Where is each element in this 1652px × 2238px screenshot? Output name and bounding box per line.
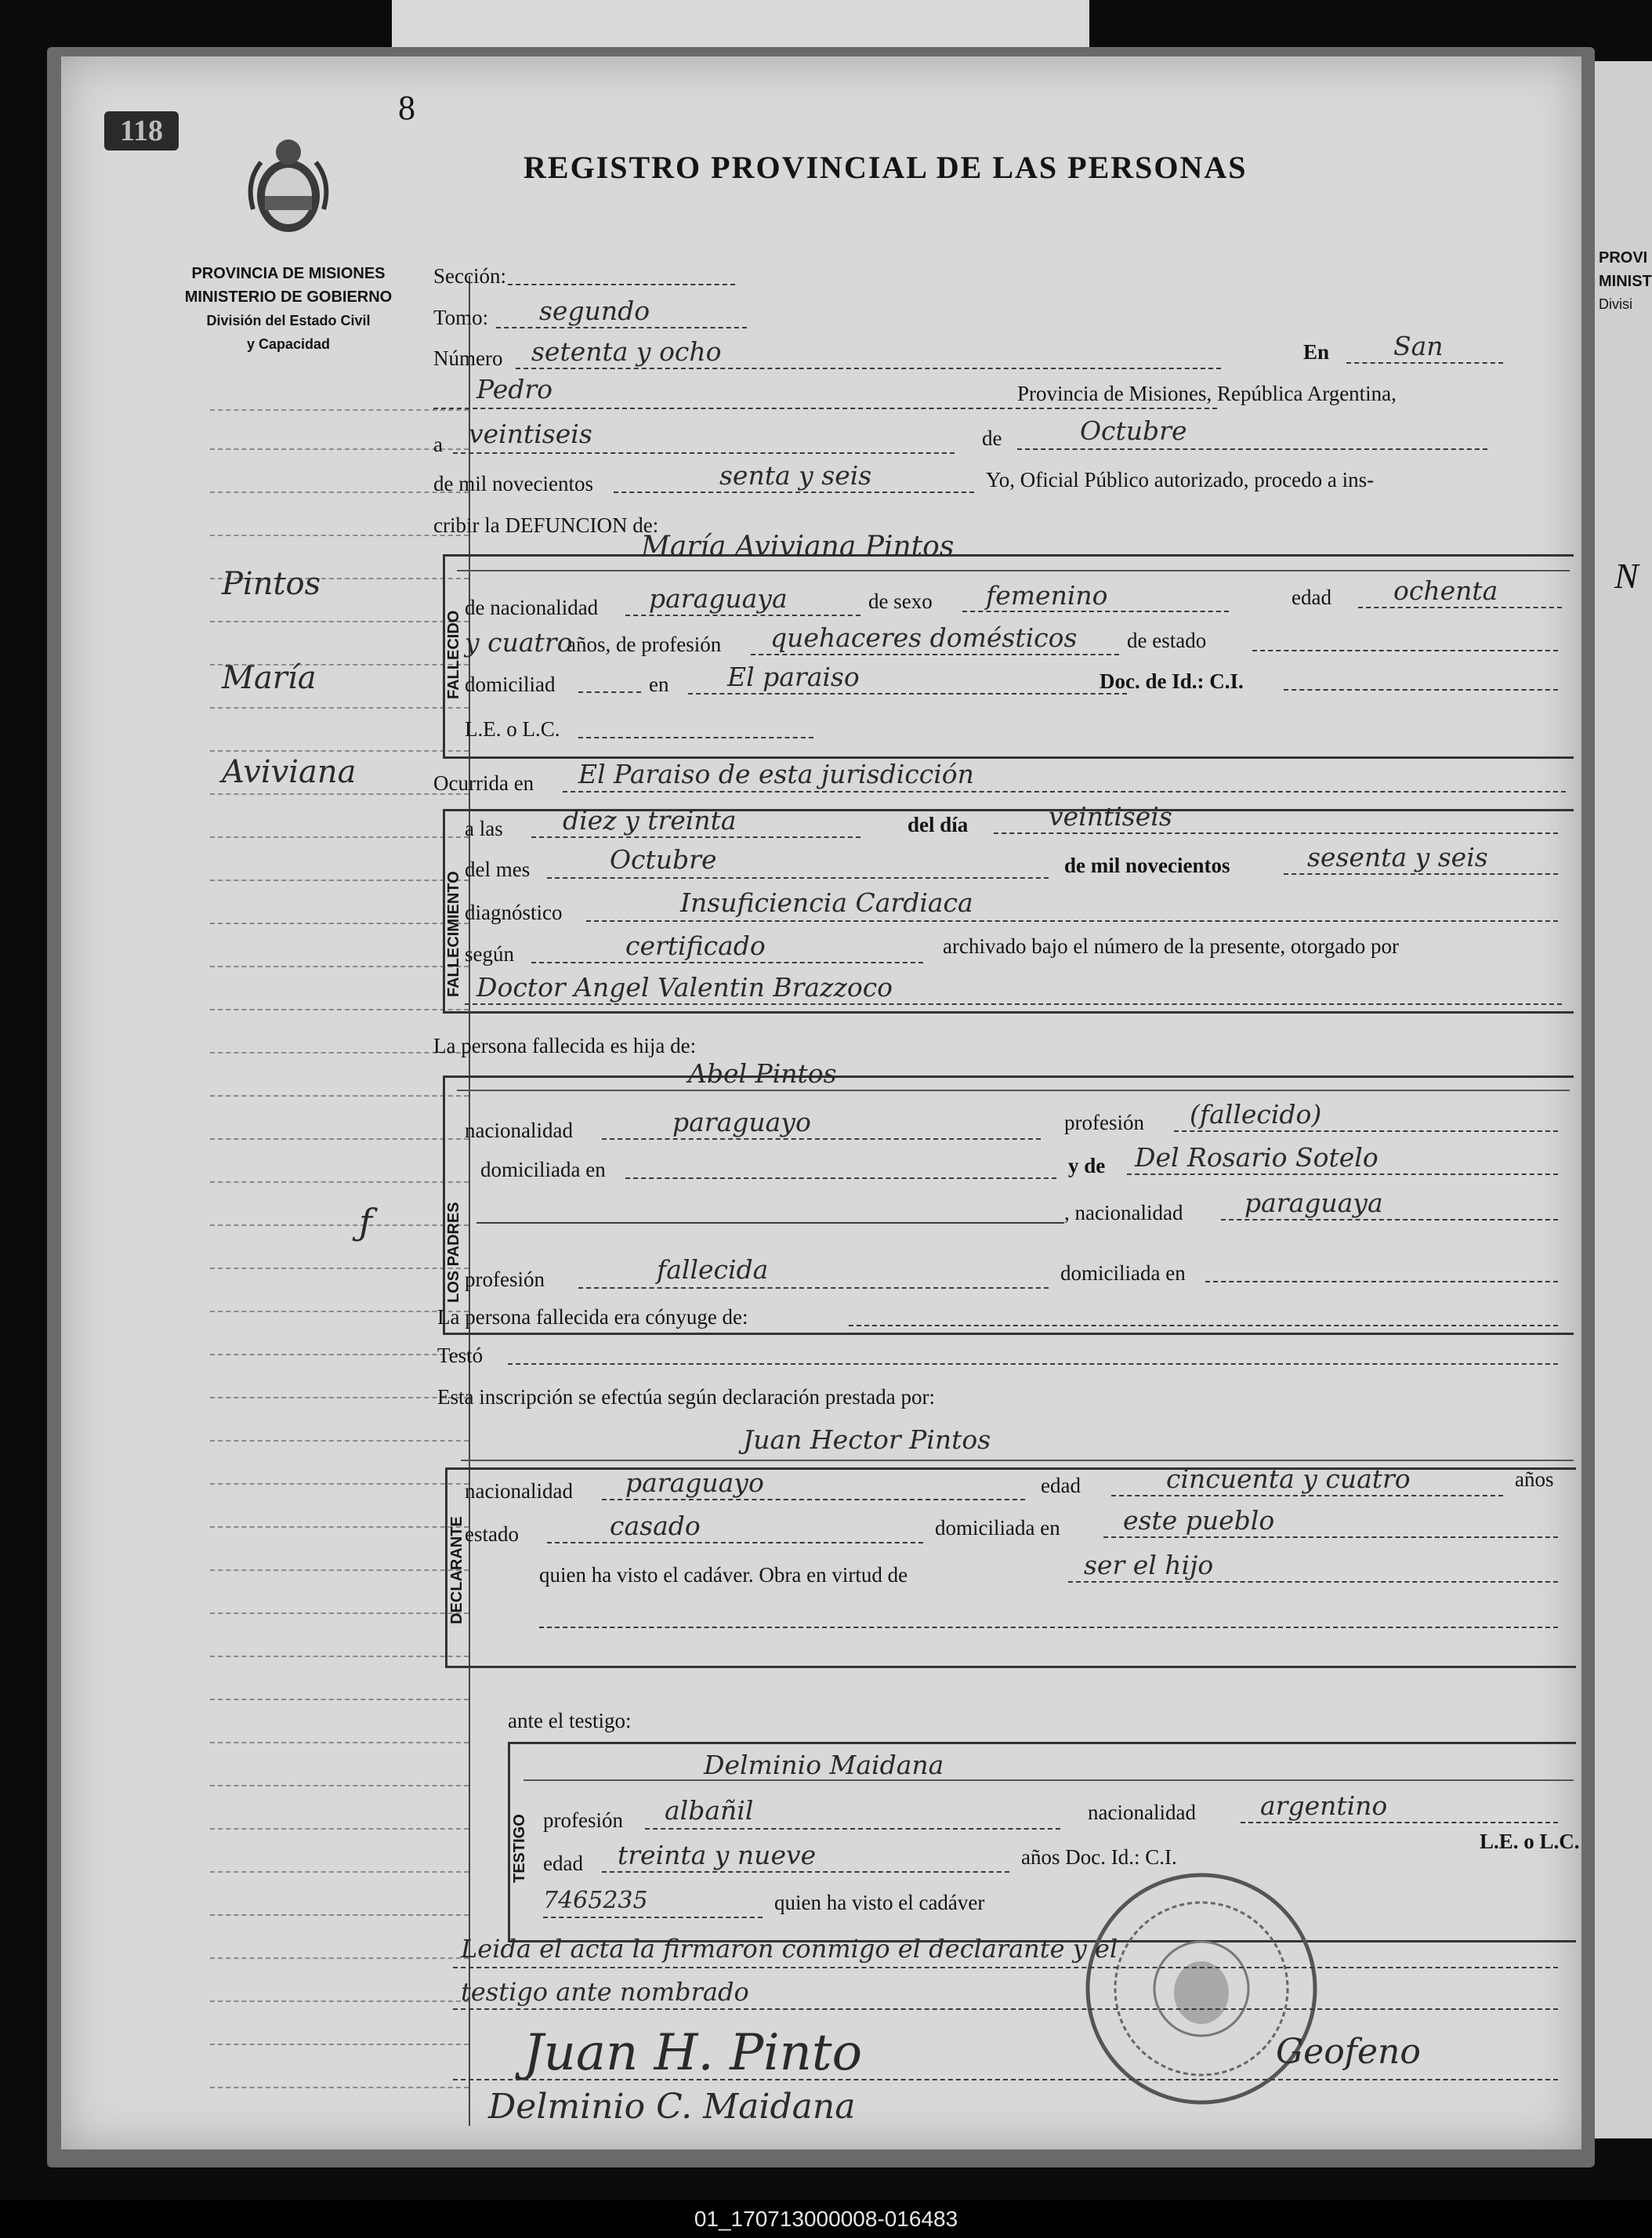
leida-line-2: testigo ante nombrado (461, 1977, 749, 2007)
page-number: 8 (398, 89, 415, 127)
dia-value: veintiseis (469, 419, 592, 449)
domicilio-value: El paraiso (727, 662, 860, 692)
mil-novecientos-label: de mil novecientos (433, 472, 593, 495)
testigo-doc-value: 7465235 (543, 1887, 648, 1914)
locality-value: Pedro (476, 374, 553, 404)
anio-value: senta y seis (719, 460, 872, 491)
madre-nacionalidad-label: , nacionalidad (1064, 1201, 1183, 1224)
profesion-value: quehaceres domésticos (770, 622, 1078, 653)
testigo-visto-label: quien ha visto el cadáver (774, 1891, 985, 1914)
en-value: San (1393, 331, 1444, 361)
en-label: En (1303, 340, 1330, 364)
declarante-visto-text: quien ha visto el cadáver. Obra en virtud de (539, 1563, 908, 1587)
declarante-domicilio-value: este pueblo (1123, 1505, 1275, 1536)
margin-surname: Pintos (222, 566, 321, 602)
padre-profesion-value: (fallecido) (1190, 1099, 1322, 1130)
nacionalidad-value: paraguaya (649, 583, 788, 614)
declarante-tab: DECLARANTE (448, 1516, 466, 1624)
declarante-edad-value: cincuenta y cuatro (1166, 1464, 1411, 1494)
adjacent-page-letter: N (1614, 556, 1639, 596)
image-caption: 01_170713000008-016483 (0, 2200, 1652, 2238)
del-dia-label: del día (908, 813, 969, 836)
padres-section (443, 1075, 1574, 1335)
edad-label: edad (1292, 586, 1331, 609)
org-province: PROVINCIA DE MISIONES (191, 265, 386, 282)
de-label: de (982, 426, 1002, 450)
margin-mark: ƒ (359, 1201, 373, 1243)
testigo-profesion-value: albañil (665, 1795, 754, 1826)
a-las-label: a las (465, 817, 503, 840)
declarante-nacionalidad-value: paraguayo (625, 1467, 764, 1498)
estado-label: de estado (1127, 629, 1207, 652)
padre-nacionalidad-value: paraguayo (672, 1107, 811, 1137)
organization-block (155, 262, 422, 356)
padre-nacionalidad-label: nacionalidad (465, 1119, 573, 1142)
declarante-name: Juan Hector Pintos (743, 1424, 991, 1455)
a-label: a (433, 433, 443, 456)
dia-fallecimiento-value: veintiseis (1049, 801, 1172, 832)
edad-value-2: y cuatro (465, 627, 573, 658)
testigo-edad-value: treinta y nueve (618, 1840, 817, 1870)
adjacent-page-line2: MINIST (1599, 273, 1652, 290)
org-capacity: y Capacidad (246, 336, 331, 352)
inscribir-text: cribir la DEFUNCION de: (433, 513, 659, 537)
testigo-doc-label: años Doc. Id.: C.I. (1021, 1845, 1177, 1869)
madre-profesion-label: profesión (465, 1268, 545, 1291)
padre-domicilio-label: domiciliada en (480, 1158, 606, 1181)
fallecimiento-tab: FALLECIMIENTO (445, 871, 462, 997)
provincia-text: Provincia de Misiones, República Argentina, (1017, 382, 1397, 405)
register-page (61, 56, 1581, 2149)
archivado-text: archivado bajo el número de la presente, otorgado por (943, 934, 1400, 958)
testigo-edad-label: edad (543, 1852, 583, 1875)
declarante-estado-label: estado (465, 1522, 519, 1546)
oficial-text: Yo, Oficial Público autorizado, procedo a ins- (986, 468, 1375, 491)
sexo-label: de sexo (868, 589, 933, 613)
seccion-label: Sección: (433, 264, 506, 288)
anio-fallecimiento-value: sesenta y seis (1307, 842, 1488, 872)
fallecido-tab: FALLECIDO (445, 610, 462, 699)
declarante-nacionalidad-label: nacionalidad (465, 1479, 573, 1503)
profesion-label: años, de profesión (567, 633, 722, 656)
declarante-estado-value: casado (610, 1511, 701, 1541)
mes-value: Octubre (1080, 415, 1187, 446)
y-de-label: y de (1068, 1154, 1106, 1177)
official-seal-icon (1080, 1867, 1323, 2110)
madre-nacionalidad-value: paraguaya (1244, 1188, 1383, 1218)
adjacent-page-line1: PROVI (1599, 249, 1648, 267)
mes-fallecimiento-value: Octubre (610, 844, 717, 875)
page-title: REGISTRO PROVINCIAL DE LAS PERSONAS (523, 150, 1248, 185)
madre-name: Del Rosario Sotelo (1135, 1142, 1378, 1173)
leida-line-1: Leida el acta la firmaron conmigo el declarante y el (461, 1934, 1118, 1964)
diagnostico-value: Insuficiencia Cardiaca (680, 887, 973, 918)
stamp-number: 118 (120, 114, 163, 147)
diagnostico-label: diagnóstico (465, 901, 563, 924)
coat-of-arms-icon (237, 135, 339, 241)
doc-label: Doc. de Id.: C.I. (1100, 669, 1244, 693)
numero-label: Número (433, 346, 503, 370)
doctor-value: Doctor Angel Valentin Brazzoco (476, 972, 893, 1003)
testo-label: Testó (437, 1344, 484, 1367)
segun-label: según (465, 942, 514, 966)
edad-value: ochenta (1393, 575, 1498, 606)
mil-novecientos-fallecimiento-label: de mil novecientos (1064, 854, 1230, 877)
declarante-signature: Juan H. Pinto (523, 2024, 863, 2082)
del-mes-label: del mes (465, 858, 531, 881)
margin-name: María (222, 660, 317, 696)
ocurrida-label: Ocurrida en (433, 771, 534, 795)
padre-profesion-label: profesión (1064, 1111, 1144, 1134)
testigo-nacionalidad-value: argentino (1260, 1790, 1388, 1821)
testigo-le-label: L.E. o L.C. (1480, 1830, 1580, 1853)
deceased-name: María Aviviana Pintos (641, 531, 955, 563)
madre-profesion-value: fallecida (657, 1254, 769, 1285)
margin-second-name: Aviviana (222, 754, 357, 790)
declarante-edad-label: edad (1041, 1474, 1081, 1497)
hora-value: diez y treinta (563, 805, 737, 836)
org-division: División del Estado Civil (206, 313, 371, 328)
inscripcion-text: Esta inscripción se efectúa según declaración prestada por: (437, 1385, 935, 1409)
declarante-virtud-value: ser el hijo (1084, 1550, 1214, 1580)
declarante-domicilio-label: domiciliada en (935, 1516, 1060, 1540)
padres-tab: LOS PADRES (445, 1202, 462, 1303)
adjacent-page-line3: Divisi (1599, 296, 1632, 312)
padre-name: Abel Pintos (688, 1058, 837, 1089)
madre-domicilio-label: domiciliada en (1060, 1261, 1186, 1285)
declarante-anos-label: años (1515, 1467, 1554, 1491)
segun-value: certificado (625, 930, 766, 961)
testigo-signature: Delminio C. Maidana (488, 2087, 856, 2127)
nacionalidad-label: de nacionalidad (465, 596, 599, 619)
domiciliado-label: domiciliad (465, 673, 556, 696)
testigo-nacionalidad-label: nacionalidad (1088, 1801, 1196, 1824)
numero-value: setenta y ocho (531, 336, 722, 367)
ante-testigo-label: ante el testigo: (508, 1709, 632, 1732)
hija-text: La persona fallecida es hija de: (433, 1034, 697, 1057)
domiciliado-en-label: en (649, 673, 669, 696)
org-ministry: MINISTERIO DE GOBIERNO (184, 288, 393, 306)
le-label: L.E. o L.C. (465, 717, 560, 741)
ocurrida-value: El Paraiso de esta jurisdicción (578, 759, 974, 789)
conyuge-text: La persona fallecida era cónyuge de: (437, 1305, 748, 1329)
ledger-stamp (104, 111, 179, 151)
testigo-tab: TESTIGO (511, 1814, 528, 1883)
tomo-value: segundo (539, 296, 650, 326)
tomo-label: Tomo: (433, 306, 489, 329)
testigo-name: Delminio Maidana (704, 1750, 944, 1780)
testigo-profesion-label: profesión (543, 1808, 623, 1832)
oficial-signature: Geofeno (1276, 2032, 1421, 2072)
sexo-value: femenino (986, 580, 1108, 611)
